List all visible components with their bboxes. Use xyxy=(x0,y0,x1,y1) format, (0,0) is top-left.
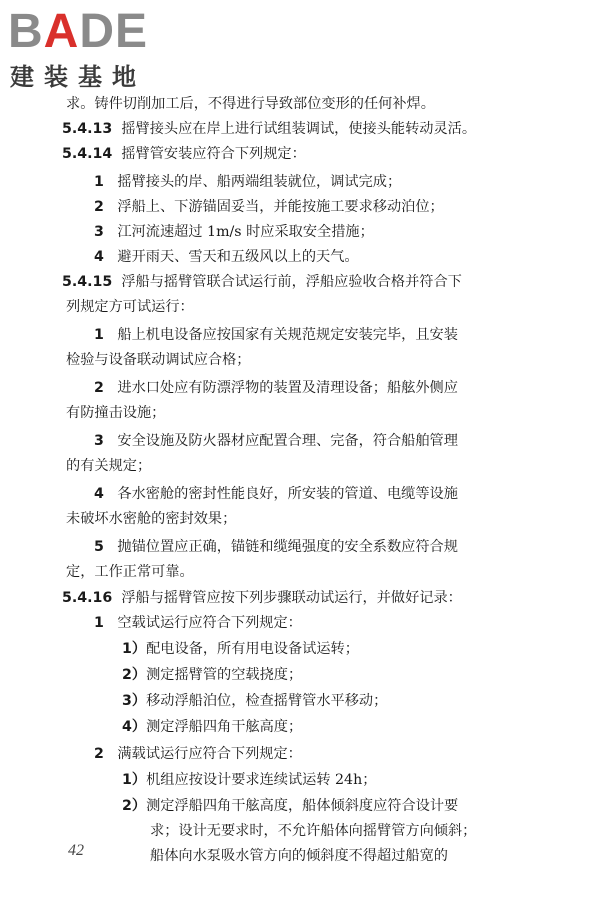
list-item: 5 抛锚位置应正确，锚链和缆绳强度的安全系数应符合规 xyxy=(94,539,458,555)
list-item: 1 空载试运行应符合下列规定： xyxy=(94,615,302,631)
list-item: 2 进水口处应有防漂浮物的装置及清理设备；船舷外侧应 xyxy=(94,380,458,396)
clause-5-4-13: 5.4.13 摇臂接头应在岸上进行试组装调试，使接头能转动灵活。 xyxy=(62,121,477,137)
list-item: 2 满载试运行应符合下列规定： xyxy=(94,746,302,762)
sub-list-item: 2）测定摇臂管的空载挠度； xyxy=(122,667,303,683)
list-item: 3 安全设施及防火器材应配置合理、完备，符合船舶管理 xyxy=(94,433,458,449)
logo-wordmark: BADE xyxy=(8,5,149,58)
sub-list-item-continuation: 求；设计无要求时，不允许船体向摇臂管方向倾斜； xyxy=(150,823,477,839)
list-item: 3 江河流速超过 1m/s 时应采取安全措施； xyxy=(94,224,374,240)
list-item: 1 船上机电设备应按国家有关规范规定安装完毕，且安装 xyxy=(94,327,458,343)
list-item: 1 摇臂接头的岸、船两端组装就位，调试完成； xyxy=(94,174,402,190)
list-item: 4 各水密舱的密封性能良好，所安装的管道、电缆等设施 xyxy=(94,486,458,502)
paragraph-continuation: 求。铸件切削加工后，不得进行导致部位变形的任何补焊。 xyxy=(66,96,435,112)
sub-list-item-continuation: 船体向水泵吸水管方向的倾斜度不得超过船宽的 xyxy=(150,848,448,864)
sub-list-item: 3）移动浮船泊位，检查摇臂管水平移动； xyxy=(122,693,388,709)
clause-5-4-16: 5.4.16 浮船与摇臂管应按下列步骤联动试运行，并做好记录： xyxy=(62,590,462,606)
list-item-continuation: 的有关规定； xyxy=(66,458,152,474)
list-item: 4 避开雨天、雪天和五级风以上的天气。 xyxy=(94,249,359,265)
sub-list-item: 1）配电设备，所有用电设备试运转； xyxy=(122,641,359,657)
logo-subtitle: 建装基地 xyxy=(10,63,146,91)
sub-list-item: 2）测定浮船四角干舷高度，船体倾斜度应符合设计要 xyxy=(122,798,459,814)
clause-5-4-14: 5.4.14 摇臂管安装应符合下列规定： xyxy=(62,146,306,162)
list-item-continuation: 检验与设备联动调试应合格； xyxy=(66,352,251,368)
clause-5-4-15: 5.4.15 浮船与摇臂管联合试运行前，浮船应验收合格并符合下 xyxy=(62,274,462,290)
clause-continuation: 列规定方可试运行： xyxy=(66,299,194,315)
list-item-continuation: 未破坏水密舱的密封效果； xyxy=(66,511,237,527)
bade-logo xyxy=(6,4,176,96)
list-item-continuation: 定，工作正常可靠。 xyxy=(66,564,194,580)
list-item-continuation: 有防撞击设施； xyxy=(66,405,166,421)
sub-list-item: 1）机组应按设计要求连续试运转 24h； xyxy=(122,772,377,788)
sub-list-item: 4）测定浮船四角干舷高度； xyxy=(122,719,303,735)
page-number: 42 xyxy=(68,842,84,859)
list-item: 2 浮船上、下游锚固妥当，并能按施工要求移动泊位； xyxy=(94,199,444,215)
